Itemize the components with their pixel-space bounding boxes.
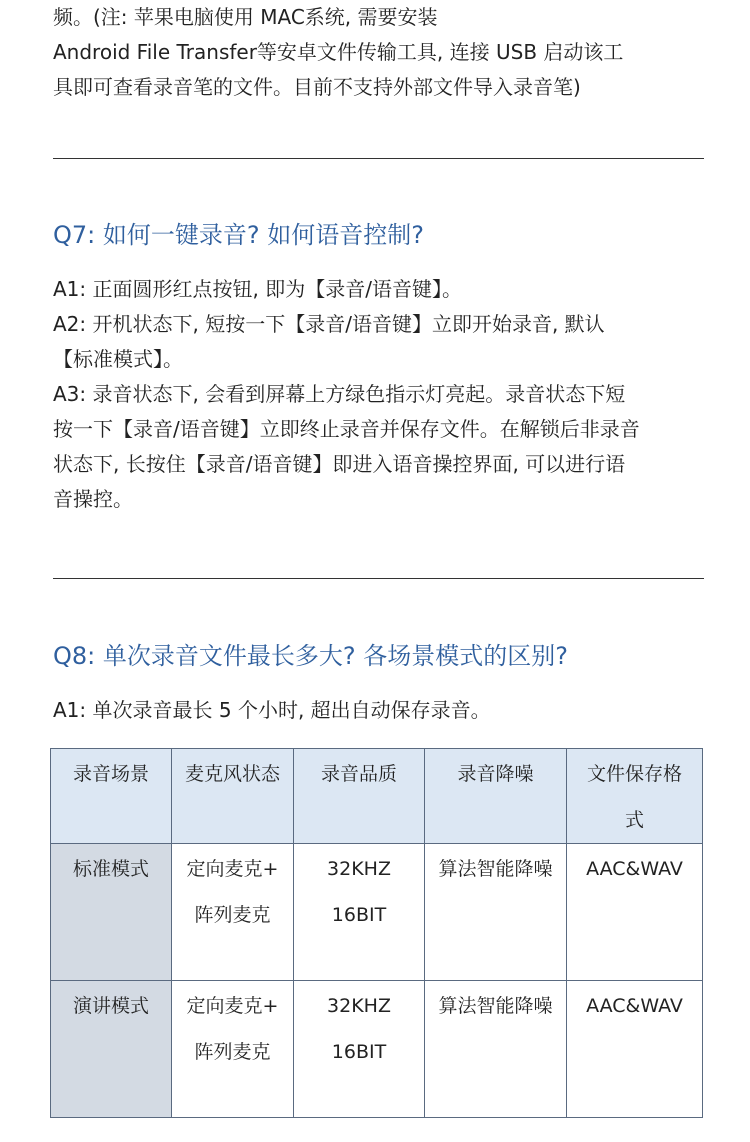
cell-line: 16BIT bbox=[331, 1041, 387, 1063]
header-format-line: 式 bbox=[624, 809, 644, 831]
section-divider bbox=[53, 578, 704, 579]
q7-line: 【标准模式】。 bbox=[53, 347, 183, 371]
cell-line: 32KHZ bbox=[327, 995, 391, 1017]
mode-comparison-table bbox=[50, 748, 703, 1118]
cell-line: 阵列麦克 bbox=[194, 904, 271, 926]
cell-format: AAC&WAV bbox=[567, 844, 703, 981]
cell-scene: 演讲模式 bbox=[51, 981, 172, 1118]
cell-line: 阵列麦克 bbox=[194, 1041, 271, 1063]
table-header-row bbox=[51, 749, 703, 844]
cell-line: 32KHZ bbox=[327, 858, 391, 880]
q7-answer bbox=[53, 272, 713, 517]
header-quality: 录音品质 bbox=[294, 749, 425, 844]
section-divider bbox=[53, 158, 704, 159]
cell-scene: 标准模式 bbox=[51, 844, 172, 981]
header-scene: 录音场景 bbox=[51, 749, 172, 844]
cell-quality bbox=[294, 844, 425, 981]
q7-line: A1: 正面圆形红点按钮, 即为【录音/语音键】。 bbox=[53, 277, 462, 301]
cell-line: 定向麦克+ bbox=[186, 995, 279, 1017]
cell-mic bbox=[172, 981, 294, 1118]
cell-format: AAC&WAV bbox=[567, 981, 703, 1118]
header-format-line: 文件保存格 bbox=[586, 763, 682, 785]
q7-line: A2: 开机状态下, 短按一下【录音/语音键】立即开始录音, 默认 bbox=[53, 312, 605, 336]
header-format bbox=[567, 749, 703, 844]
q7-title: Q7: 如何一键录音? 如何语音控制? bbox=[53, 221, 424, 249]
intro-line: Android File Transfer等安卓文件传输工具, 连接 USB 启动该工 bbox=[53, 40, 624, 64]
header-mic: 麦克风状态 bbox=[172, 749, 294, 844]
q8-answer: A1: 单次录音最长 5 个小时, 超出自动保存录音。 bbox=[53, 698, 491, 722]
table-row bbox=[51, 981, 703, 1118]
q7-line: 按一下【录音/语音键】立即终止录音并保存文件。在解锁后非录音 bbox=[53, 417, 640, 441]
cell-line: 16BIT bbox=[331, 904, 387, 926]
cell-line: 定向麦克+ bbox=[186, 858, 279, 880]
q7-line: 状态下, 长按住【录音/语音键】即进入语音操控界面, 可以进行语 bbox=[53, 452, 626, 476]
header-noise: 录音降噪 bbox=[425, 749, 567, 844]
q7-line: 音操控。 bbox=[53, 487, 133, 511]
intro-paragraph bbox=[53, 0, 713, 105]
q7-line: A3: 录音状态下, 会看到屏幕上方绿色指示灯亮起。录音状态下短 bbox=[53, 382, 626, 406]
table-row bbox=[51, 844, 703, 981]
intro-line: 具即可查看录音笔的文件。目前不支持外部文件导入录音笔) bbox=[53, 75, 581, 99]
cell-noise: 算法智能降噪 bbox=[425, 981, 567, 1118]
cell-mic bbox=[172, 844, 294, 981]
cell-noise: 算法智能降噪 bbox=[425, 844, 567, 981]
intro-line: 频。(注: 苹果电脑使用 MAC系统, 需要安装 bbox=[53, 5, 438, 29]
cell-quality bbox=[294, 981, 425, 1118]
q8-title: Q8: 单次录音文件最长多大? 各场景模式的区别? bbox=[53, 642, 568, 670]
